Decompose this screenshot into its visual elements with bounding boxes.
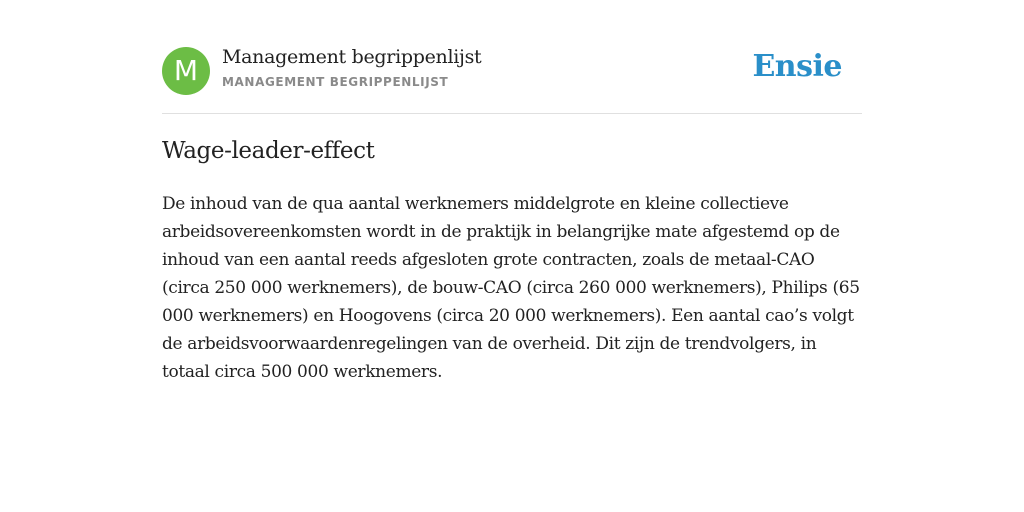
header: [162, 46, 862, 96]
source-subtitle: MANAGEMENT BEGRIPPENLIJST: [222, 75, 449, 89]
source-title[interactable]: Management begrippenlijst: [222, 46, 482, 68]
term-definition: De inhoud van de qua aantal werknemers middelgrote en kleine collectieve arbeidsovereenkomsten wordt in de praktijk in belangrijke mate afgestemd op de inhoud van een aantal reeds afgesloten grote contracten, zoals de metaal-CAO (circa 250 000 werknemers), de bouw-CAO (circa 260 000 werknemers), Philips (65 000 werknemers) en Hoogovens (circa 20 000 werknemers). Een aantal cao’s volgt de arbeidsvoorwaardenregelingen van de overheid. Dit zijn de trendvolgers, in totaal circa 500 000 werknemers.: [162, 194, 860, 382]
term-title: Wage-leader-effect: [162, 138, 375, 164]
avatar[interactable]: M: [162, 47, 210, 95]
brand-logo[interactable]: Ensie: [752, 49, 842, 84]
divider: [162, 113, 862, 114]
